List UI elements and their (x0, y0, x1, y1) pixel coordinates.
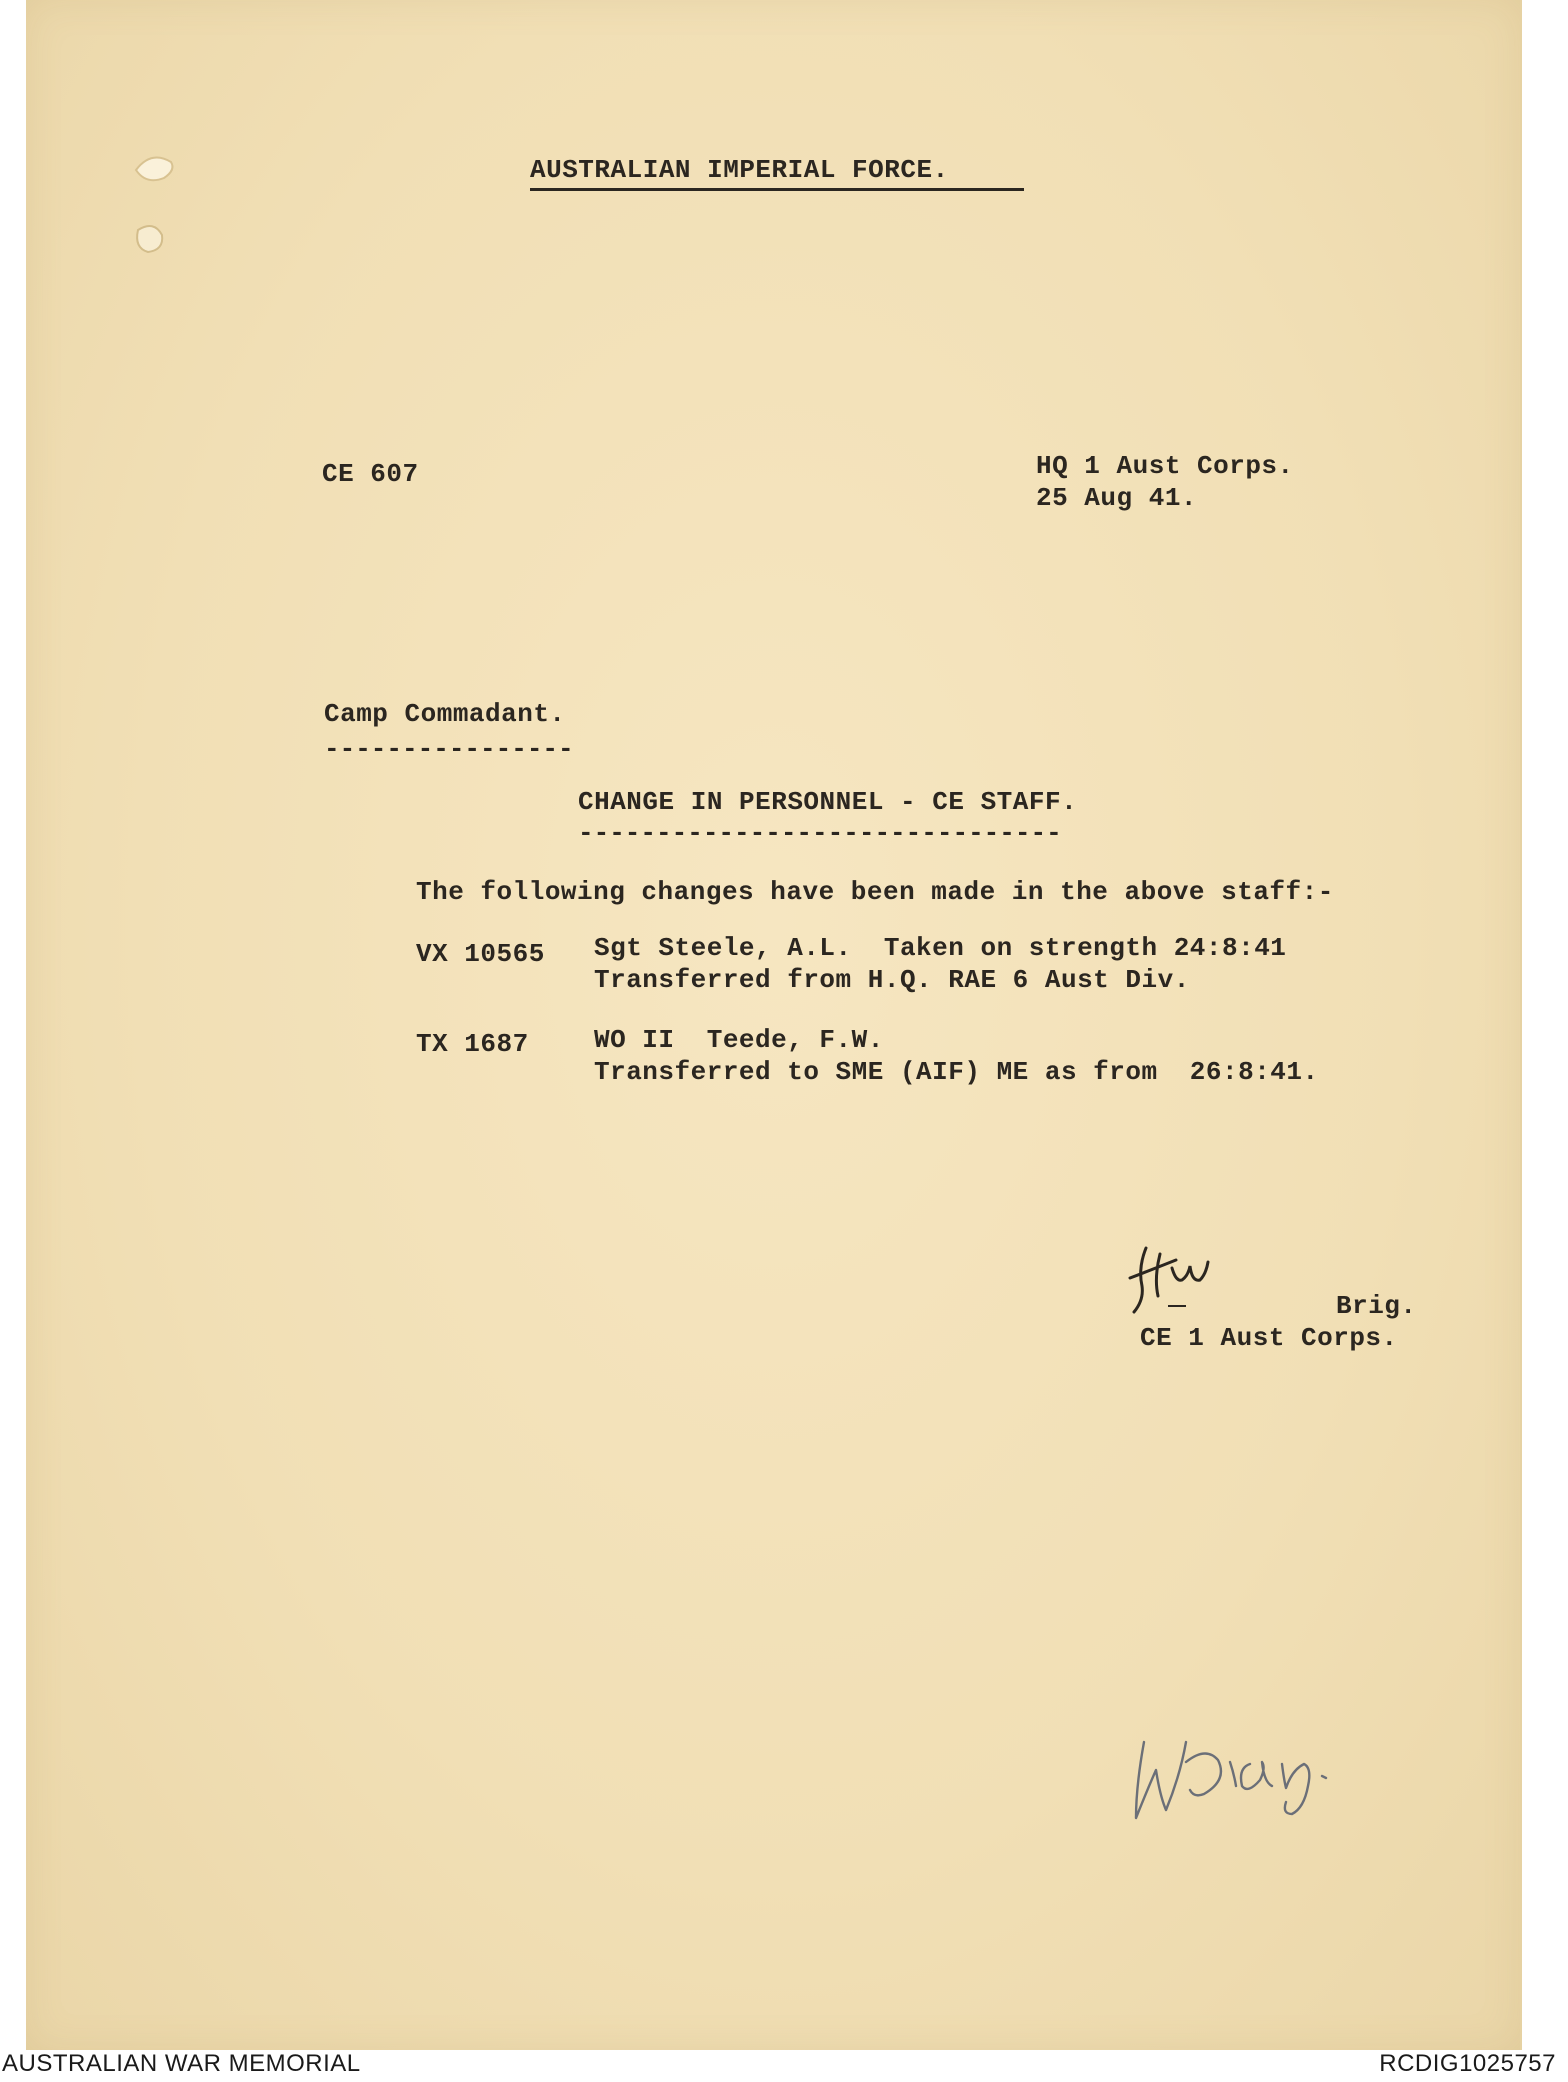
addressee: Camp Commadant. (324, 699, 566, 729)
entry-service-number: TX 1687 (416, 1029, 529, 1059)
document-date: 25 Aug 41. (1036, 483, 1198, 513)
entry-detail: Transferred from H.Q. RAE 6 Aust Div. (594, 965, 1190, 995)
entry-detail: WO II Teede, F.W. (594, 1025, 884, 1055)
signatory-position: CE 1 Aust Corps. (1140, 1323, 1398, 1353)
document-page (26, 0, 1522, 2050)
entry-detail: Transferred to SME (AIF) ME as from 26:8:41. (594, 1057, 1319, 1087)
addressee-underline: ---------------- (324, 734, 574, 764)
entry-detail: Sgt Steele, A.L. Taken on strength 24:8:41 (594, 933, 1287, 963)
entry-service-number: VX 10565 (416, 939, 545, 969)
sender-unit: HQ 1 Aust Corps. (1036, 451, 1294, 481)
pencil-annotation (1122, 1690, 1382, 1830)
reference-number: CE 607 (322, 459, 419, 489)
subject-underline: ------------------------------- (578, 818, 1062, 848)
signatory-rank: Brig. (1336, 1291, 1417, 1321)
title-underline (530, 188, 1024, 191)
subject-line: CHANGE IN PERSONNEL - CE STAFF. (578, 787, 1078, 817)
intro-text: The following changes have been made in the above staff:- (416, 877, 1334, 907)
footer-institution: AUSTRALIAN WAR MEMORIAL (2, 2050, 361, 2077)
pin-hole-marks (116, 140, 196, 280)
footer-record-id: RCDIG1025757 (1379, 2050, 1556, 2077)
document-title: AUSTRALIAN IMPERIAL FORCE. (530, 155, 949, 185)
signature-initials (1116, 1238, 1256, 1328)
